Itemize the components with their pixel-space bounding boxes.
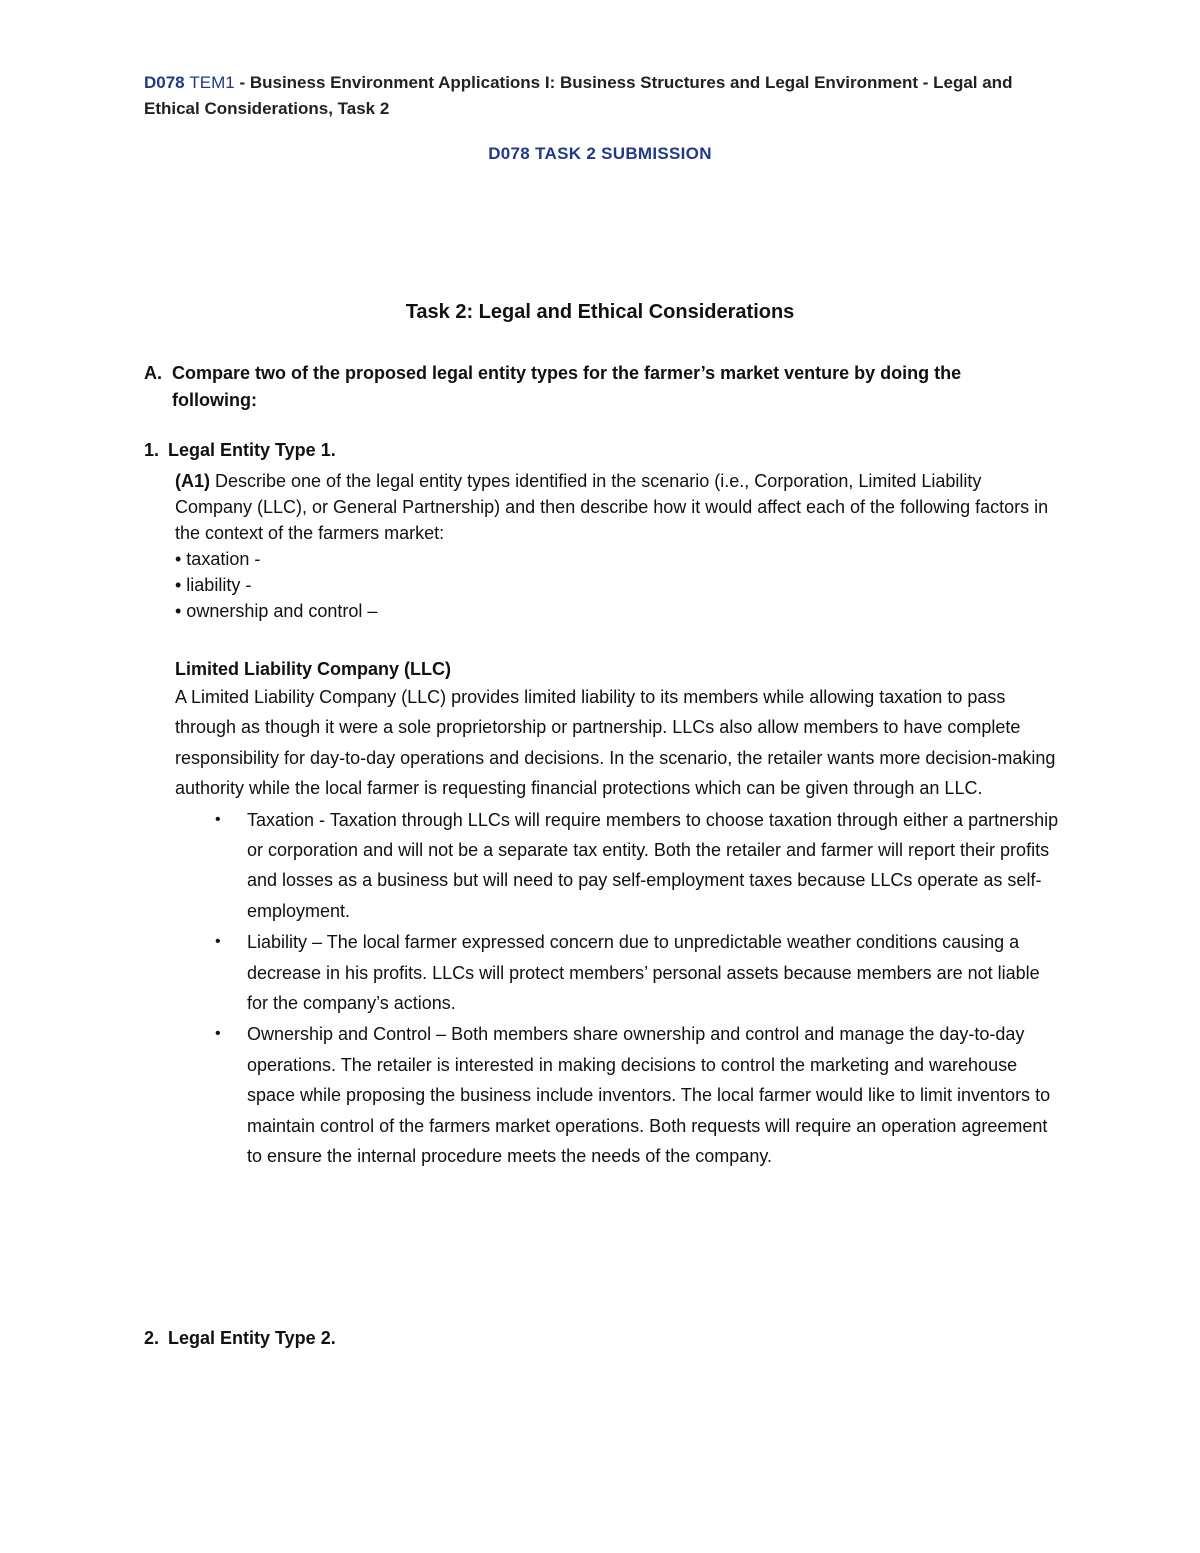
prompt-bullet-liability: • liability -: [175, 575, 252, 595]
answer-paragraph: A Limited Liability Company (LLC) provides limited liability to its members while allowing taxation to pass through as though it were a sole proprietorship or partnership. LLCs also allow members to have complete responsibility for day-to-day operations and decisions. In the scenario, the retailer wants more decision-making authority while the local farmer is requesting financial protections which can be given through an LLC.: [175, 687, 1056, 799]
answer-bullet-liability: [175, 927, 1065, 1018]
section-a-marker: A.: [144, 363, 162, 383]
bullet-dot: •: [215, 1025, 221, 1043]
item-1-number: 1.: [144, 440, 160, 460]
answer-bullet-text: Taxation - Taxation through LLCs will require members to choose taxation through either a partnership or corporation and will not be a separate tax entity. Both the retailer and farmer will report their profits and losses as a business but will need to pay self-employment taxes because LLCs operate as self-employment.: [247, 809, 1059, 921]
prompt-bullet-taxation: • taxation -: [175, 549, 261, 569]
item-2-number: 2.: [144, 1328, 160, 1348]
course-code: D078: [144, 73, 185, 92]
item-2-heading: [144, 1328, 336, 1349]
answer-bullet-text: Liability – The local farmer expressed concern due to unpredictable weather conditions causing a decrease in his profits. LLCs will protect members’ personal assets because members are not liable for the company’s actions.: [247, 932, 1040, 1014]
submission-title: D078 TASK 2 SUBMISSION: [488, 144, 712, 163]
section-a: [144, 360, 1024, 414]
item-1-heading: [144, 440, 336, 461]
prompt-label: (A1): [175, 471, 210, 491]
item-2-title: Legal Entity Type 2.: [168, 1328, 336, 1348]
prompt-bullet-ownership: • ownership and control –: [175, 601, 378, 621]
answer-bullet-text: Ownership and Control – Both members share ownership and control and manage the day-to-day operations. The retailer is interested in making decisions to control the marketing and warehouse space while proposing the business include inventors. The local farmer would like to limit inventors to maintain control of the farmers market operations. Both requests will require an operation agreement to ensure the internal procedure meets the needs of the company.: [247, 1024, 1051, 1167]
section-a-text: Compare two of the proposed legal entity types for the farmer’s market venture by doing the following:: [172, 363, 962, 410]
answer-title: Limited Liability Company (LLC): [175, 659, 452, 679]
answer-bullet-ownership: [175, 1019, 1065, 1171]
answer-bullet-list: [175, 805, 1065, 1172]
item-1-prompt: [175, 468, 1055, 624]
header-title: - Business Environment Applications I: Business Structures and Legal Environment - Legal and Ethical Considerations, Task 2: [144, 73, 1013, 118]
bullet-dot: •: [215, 933, 221, 951]
item-1-answer: [175, 656, 1065, 1172]
task-code: TEM1: [189, 73, 235, 92]
document-header: [144, 70, 1056, 122]
prompt-text: Describe one of the legal entity types identified in the scenario (i.e., Corporation, Limited Liability Company (LLC), or General Partnership) and then describe how it would affect each of the following factors in the context of the farmers market:: [175, 471, 1049, 543]
answer-bullet-taxation: [175, 805, 1065, 927]
task-title: Task 2: Legal and Ethical Considerations: [405, 301, 795, 323]
item-1-title: Legal Entity Type 1.: [168, 440, 336, 460]
bullet-dot: •: [215, 810, 221, 828]
